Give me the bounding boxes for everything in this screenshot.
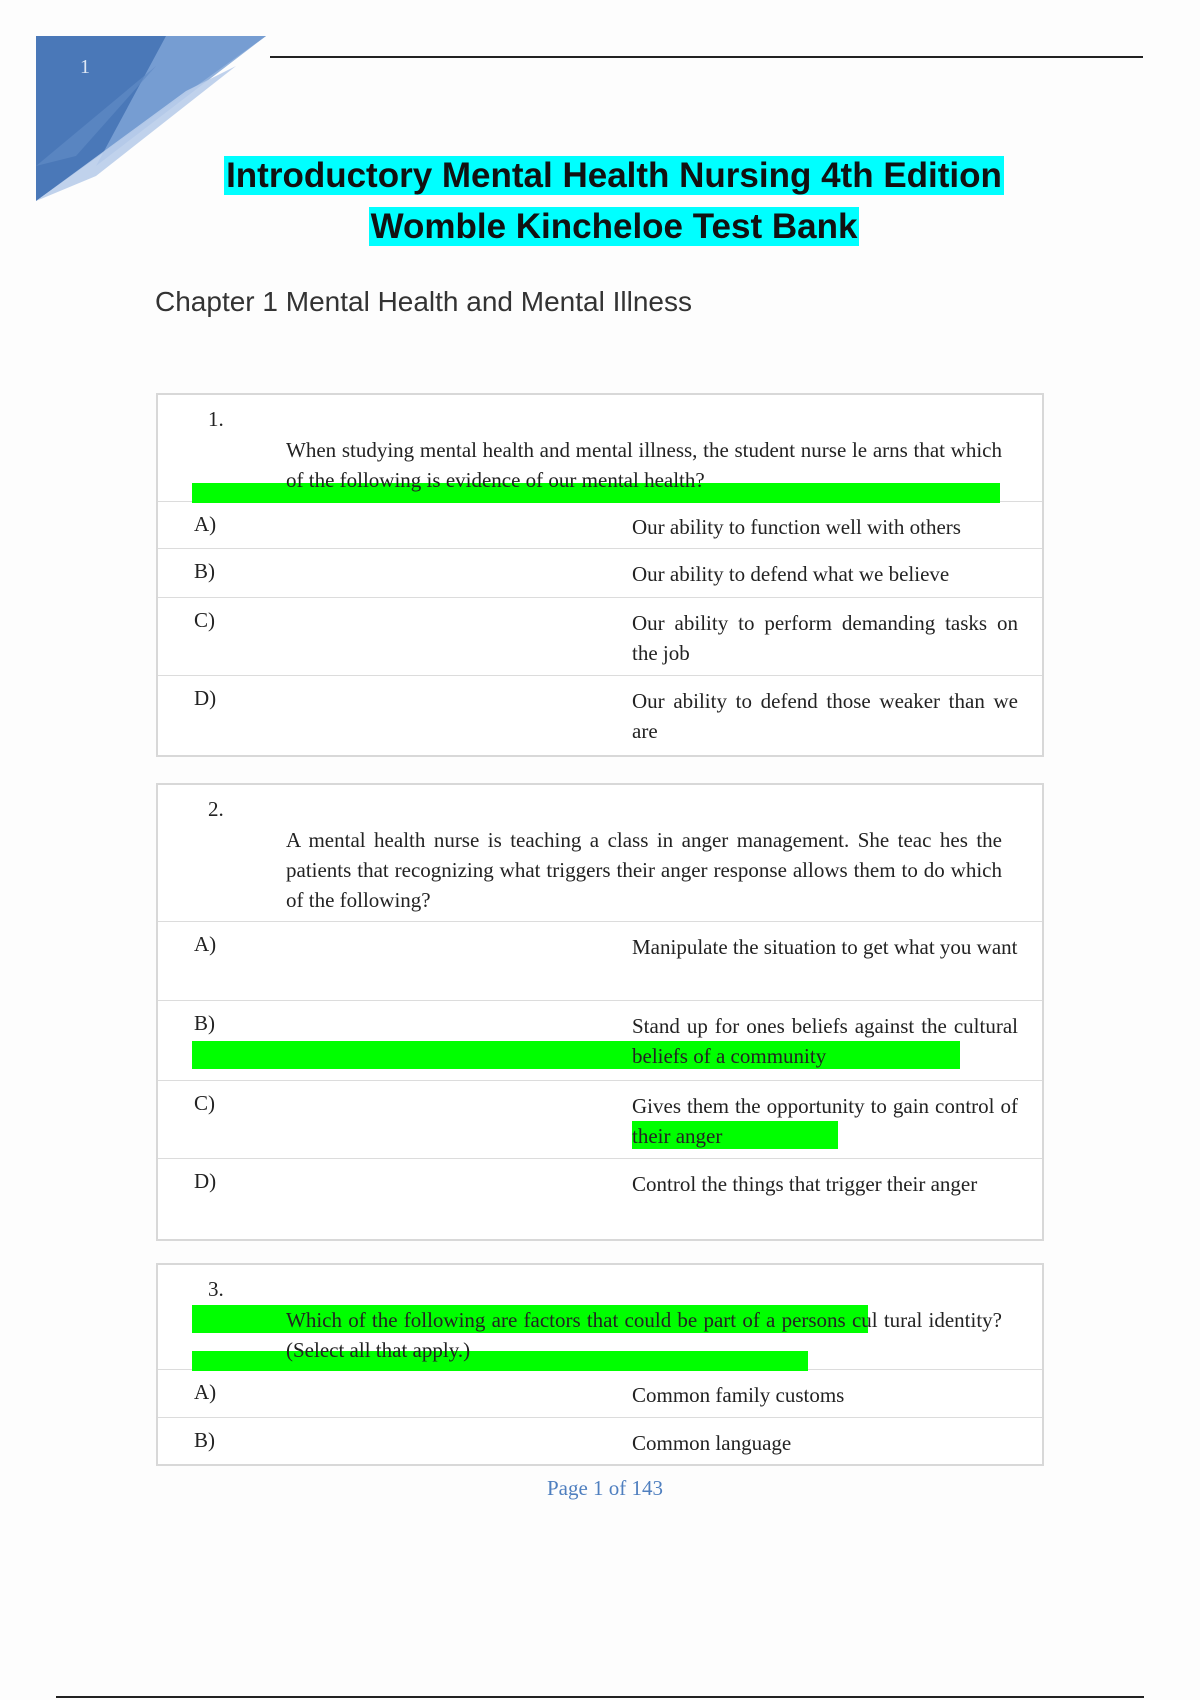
option-text: Stand up for ones beliefs against the cultural beliefs of a community	[632, 1014, 1018, 1068]
title-line-2: Womble Kincheloe Test Bank	[370, 207, 858, 246]
option-letter: D)	[194, 686, 217, 710]
question-2	[156, 783, 1044, 1241]
title-line-1: Introductory Mental Health Nursing 4th Edition	[226, 156, 1002, 195]
page-footer: Page 1 of 143	[546, 1476, 664, 1500]
document-title	[0, 150, 1200, 252]
question-number: 1.	[208, 407, 224, 431]
header-page-number: 1	[80, 56, 90, 78]
question-header	[158, 1265, 1042, 1370]
question-text: Which of the following are factors that could be part of a persons cul tural identity? (Select all that apply.)	[286, 1308, 1002, 1362]
question-text: When studying mental health and mental illness, the student nurse le arns that which of the following is evidence of our mental health?	[286, 438, 1002, 492]
question-number: 2.	[208, 797, 224, 821]
option-letter: A)	[194, 512, 217, 536]
question-3	[156, 1263, 1044, 1466]
option-row[interactable]	[158, 1081, 1042, 1159]
footer-rule	[56, 1696, 1144, 1698]
option-row[interactable]	[158, 1001, 1042, 1081]
question-1	[156, 393, 1044, 757]
option-text: Common language	[632, 1431, 792, 1455]
option-text: Control the things that trigger their anger	[632, 1172, 978, 1196]
question-header	[158, 395, 1042, 502]
option-letter: B)	[194, 1428, 215, 1452]
option-text: Common family customs	[632, 1383, 845, 1407]
option-text: Our ability to defend what we believe	[632, 562, 950, 586]
question-text: A mental health nurse is teaching a class in anger management. She teac hes the patients that recognizing what triggers their anger response allows them to do which of the following?	[286, 828, 1002, 912]
option-row[interactable]	[158, 598, 1042, 676]
option-text: Our ability to function well with others	[632, 515, 961, 539]
option-letter: C)	[194, 1091, 215, 1115]
header-rule	[270, 56, 1143, 58]
option-letter: B)	[194, 1011, 215, 1035]
option-letter: D)	[194, 1169, 217, 1193]
option-text: Our ability to perform demanding tasks on the job	[632, 611, 1018, 665]
chapter-heading: Chapter 1 Mental Health and Mental Illness	[155, 286, 692, 317]
option-row[interactable]	[158, 922, 1042, 1001]
option-row[interactable]	[158, 1159, 1042, 1239]
option-row[interactable]	[158, 549, 1042, 598]
option-row[interactable]	[158, 676, 1042, 755]
option-letter: C)	[194, 608, 215, 632]
option-letter: B)	[194, 559, 215, 583]
option-row[interactable]	[158, 1418, 1042, 1464]
option-text: Gives them the opportunity to gain control of their anger	[632, 1094, 1018, 1148]
option-row[interactable]	[158, 1370, 1042, 1418]
option-row[interactable]	[158, 502, 1042, 549]
question-header	[158, 785, 1042, 922]
option-text: Manipulate the situation to get what you want	[632, 935, 1018, 959]
option-letter: A)	[194, 932, 217, 956]
option-letter: A)	[194, 1380, 217, 1404]
question-number: 3.	[208, 1277, 224, 1301]
option-text: Our ability to defend those weaker than we are	[632, 689, 1018, 743]
